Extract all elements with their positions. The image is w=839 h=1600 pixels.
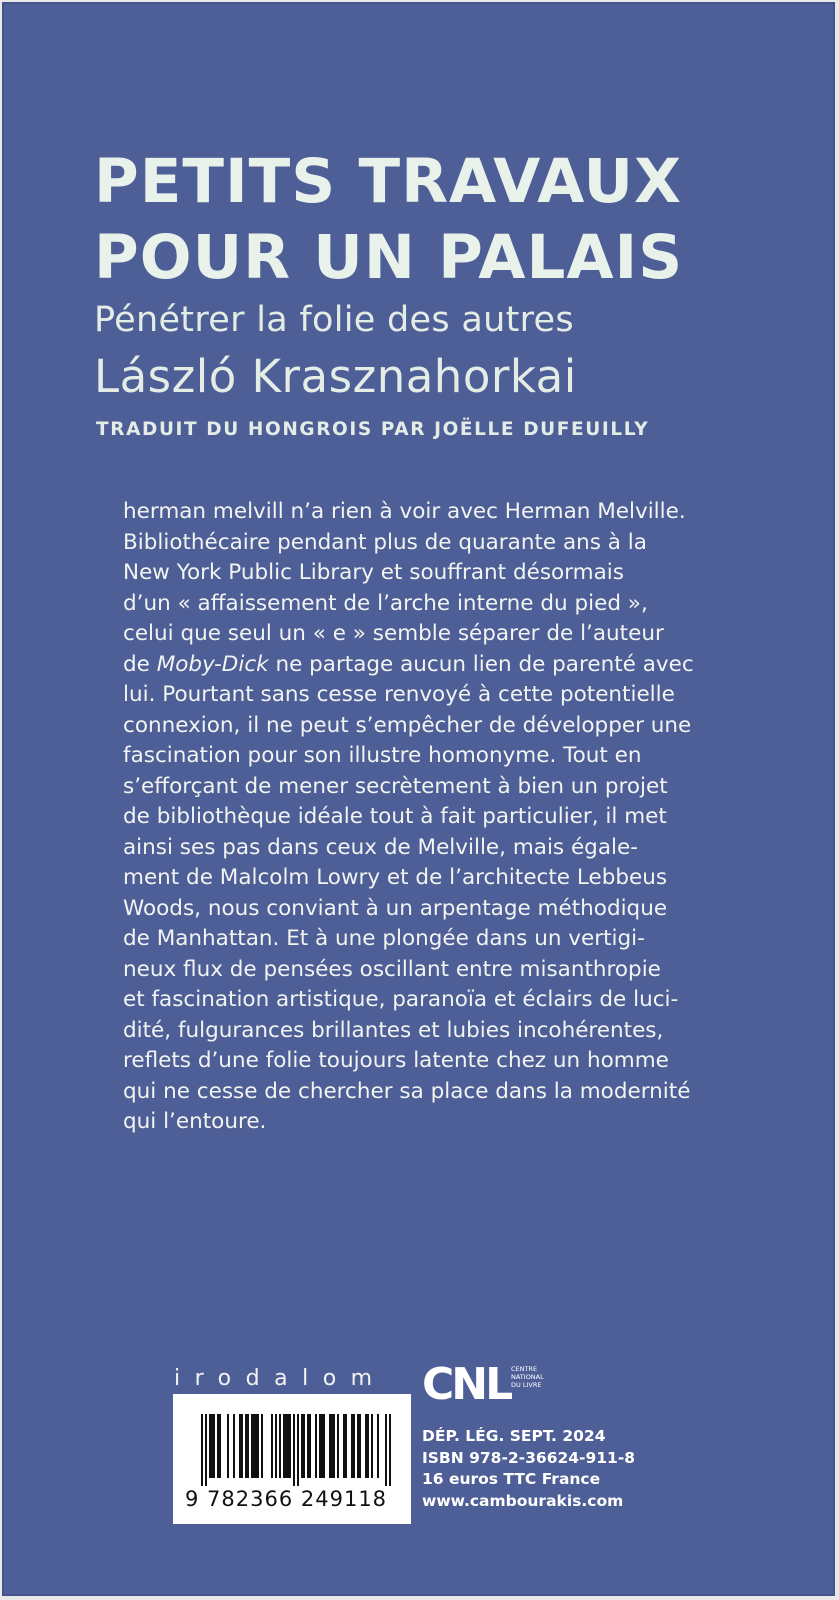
publisher-website[interactable]: www.cambourakis.com	[422, 1491, 624, 1510]
barcode-bar	[239, 1414, 241, 1478]
barcode-bar	[251, 1414, 253, 1478]
barcode-bar	[293, 1414, 295, 1486]
barcode-bar	[297, 1414, 299, 1486]
blurb-line: de bibliothèque idéale tout à fait particulier, il met	[123, 804, 667, 829]
barcode-bar	[285, 1414, 287, 1478]
barcode-bar	[247, 1414, 249, 1478]
legal-deposit: DÉP. LÉG. SEPT. 2024	[422, 1427, 606, 1445]
barcode-bar	[345, 1414, 347, 1478]
barcode-bar	[333, 1414, 335, 1478]
blurb-line-rest: ne partage aucun lien de parenté avec	[275, 651, 694, 677]
barcode-bar	[337, 1414, 339, 1478]
cnl-logo	[422, 1358, 542, 1418]
barcode-bar	[253, 1414, 255, 1478]
cnl-caption-line: DU LIVRE	[511, 1381, 542, 1389]
barcode-bar	[255, 1414, 257, 1478]
barcode-bar	[353, 1414, 355, 1478]
barcode-bar	[303, 1414, 305, 1478]
barcode-bar	[219, 1414, 221, 1478]
barcode-digits: 9 782366 249118	[185, 1487, 388, 1511]
price: 16 euros TTC France	[422, 1470, 601, 1488]
barcode-bar	[279, 1414, 281, 1478]
blurb-line: ainsi ses pas dans ceux de Melville, mais égale-	[123, 834, 638, 860]
blurb-line: fascination pour son illustre homonyme. Tout en	[123, 743, 642, 768]
barcode-bar	[371, 1414, 373, 1478]
blurb-line: de Manhattan. Et à une plongée dans un vertigi-	[123, 926, 645, 951]
barcode-bar	[287, 1414, 289, 1478]
blurb-line: ment de Malcolm Lowry et de l’architecte Lebbeus	[123, 865, 668, 890]
barcode-bar	[201, 1414, 203, 1486]
barcode-bar	[365, 1414, 367, 1478]
barcode-bar	[283, 1414, 285, 1478]
barcode-bar	[205, 1414, 207, 1486]
book-title-line-1: PETITS TRAVAUX	[94, 146, 683, 217]
cnl-logo-caption	[511, 1365, 571, 1389]
barcode-bar	[351, 1414, 353, 1478]
barcode-bar	[245, 1414, 247, 1478]
barcode	[173, 1394, 411, 1524]
barcode-bar	[213, 1414, 215, 1478]
barcode-bar	[227, 1414, 229, 1478]
blurb-line: s’efforçant de mener secrètement à bien un projet	[123, 773, 668, 799]
barcode-bar	[321, 1414, 323, 1478]
book-title-line-2: POUR UN PALAIS	[94, 222, 684, 293]
blurb-line: neux flux de pensées oscillant entre misanthropie	[123, 956, 661, 982]
blurb-line-with-italic	[123, 650, 745, 681]
barcode-bar	[357, 1414, 359, 1478]
barcode-bar	[217, 1414, 219, 1478]
barcode-bar	[385, 1414, 387, 1486]
cnl-caption-line: NATIONAL	[511, 1373, 544, 1381]
translator-credit: TRADUIT DU HONGROIS PAR JOËLLE DUFEUILLY	[96, 419, 650, 440]
collection-name: irodalom	[174, 1366, 387, 1391]
blurb-line: connexion, il ne peut s’empêcher de développer une	[123, 712, 692, 738]
back-cover	[2, 2, 835, 1596]
book-subtitle: Pénétrer la folie des autres	[94, 300, 574, 340]
blurb-line: qui ne cesse de chercher sa place dans la modernité	[123, 1078, 691, 1104]
barcode-bar	[271, 1414, 273, 1478]
blurb-line: New York Public Library et souffrant désormais	[123, 560, 624, 585]
barcode-bar	[343, 1414, 345, 1478]
barcode-bar	[309, 1414, 311, 1478]
isbn: ISBN 978-2-36624-911-8	[422, 1448, 636, 1467]
blurb-line: Bibliothécaire pendant plus de quarante ans à la	[123, 529, 647, 555]
blurb-line: qui l’entoure.	[123, 1109, 267, 1134]
barcode-bar	[211, 1414, 213, 1478]
barcode-bar	[257, 1414, 259, 1478]
cnl-caption-line: CENTRE	[511, 1365, 538, 1373]
blurb-line-prefix: de	[123, 651, 157, 677]
barcode-bar	[315, 1414, 317, 1478]
legal-info	[422, 1426, 682, 1512]
barcode-bar	[233, 1414, 235, 1478]
blurb-line: reflets d’une folie toujours latente chez un homme	[123, 1048, 669, 1073]
barcode-bar	[323, 1414, 325, 1478]
barcode-bar	[209, 1414, 211, 1478]
blurb-line: herman melvill n’a rien à voir avec Herman Melville.	[123, 499, 686, 524]
blurb-line: lui. Pourtant sans cesse renvoyé à cette potentielle	[123, 682, 675, 707]
blurb-line: dité, fulgurances brillantes et lubies incohérentes,	[123, 1017, 664, 1043]
barcode-bar	[377, 1414, 379, 1478]
blurb-line: Woods, nous conviant à un arpentage méthodique	[123, 895, 668, 921]
barcode-bar	[241, 1414, 243, 1478]
blurb-line: et fascination artistique, paranoïa et éclairs de luci-	[123, 987, 679, 1012]
author-name: László Krasznahorkai	[94, 350, 577, 403]
barcode-bar	[261, 1414, 263, 1478]
cnl-logo-letters: CNL	[422, 1359, 511, 1410]
barcode-bar	[301, 1414, 303, 1478]
moby-dick-title: Moby-Dick	[156, 651, 269, 677]
blurb-line: celui que seul un « e » semble séparer de l’auteur	[123, 621, 664, 646]
barcode-bar	[275, 1414, 277, 1478]
blurb-text	[123, 497, 745, 1138]
barcode-bars	[201, 1414, 403, 1486]
barcode-bar	[389, 1414, 391, 1486]
barcode-bar	[367, 1414, 369, 1478]
barcode-bar	[359, 1414, 361, 1478]
barcode-bar	[289, 1414, 291, 1478]
barcode-bar	[307, 1414, 309, 1478]
barcode-bar	[331, 1414, 333, 1478]
blurb-line: d’un « affaissement de l’arche interne du pied »,	[123, 590, 648, 616]
book-title	[94, 144, 784, 296]
barcode-bar	[329, 1414, 331, 1478]
barcode-bar	[319, 1414, 321, 1478]
